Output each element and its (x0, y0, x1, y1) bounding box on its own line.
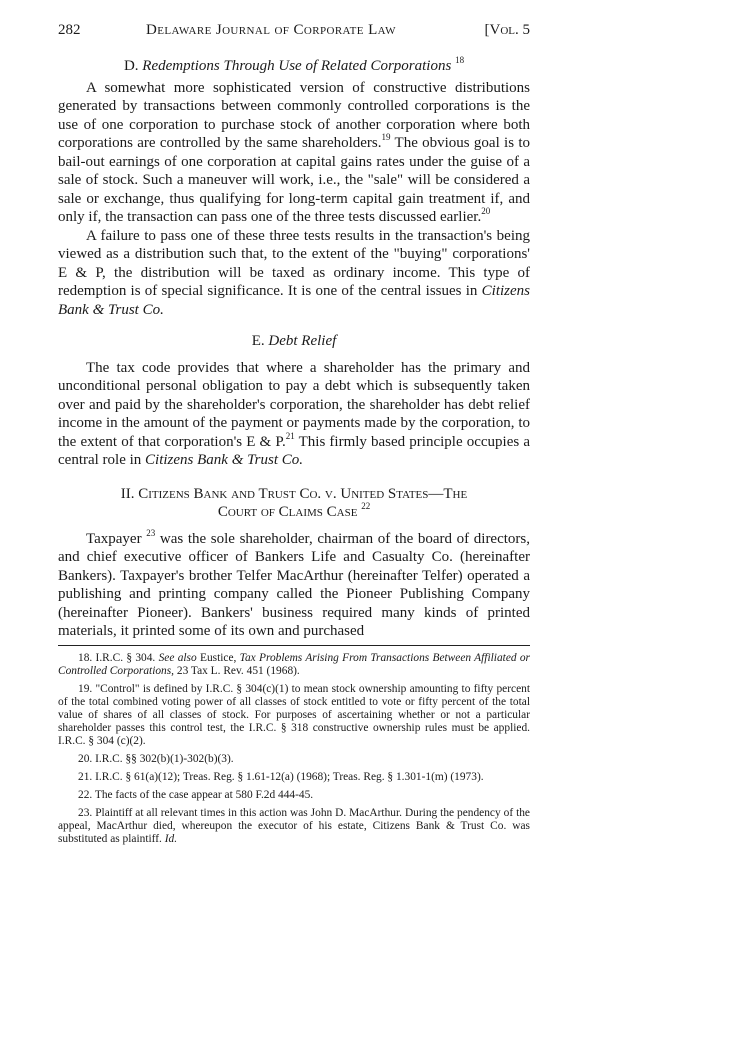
footnote-ref-18: 18 (455, 55, 465, 65)
footnote-ref-19: 19 (381, 132, 391, 142)
footnotes (58, 652, 530, 851)
section-e-paragraph-1-text-b: This firmly based principle occupies a central role in (58, 433, 530, 468)
section-e-paragraph-1-text-a: The tax code provides that where a shareholder has the primary and unconditional personal obligation to pay a debt which is subsequently taken over and paid by the shareholder's corporation, the shareholder has debt relief income in the amount of the payment or payments made by the corporation, to the extent of that corporation's E & P. (58, 359, 530, 450)
footnote-19: 19. "Control" is defined by I.R.C. § 304(c)(1) to mean stock ownership amounting to fifty percent of the total combined voting power of all classes of stock entitled to vote or fifty percent of the total value of shares of all classes of stock. For purposes of ascertaining whether or not a particular shareholder passes this control test, the I.R.C. § 318 constructive ownership rules must be applied. I.R.C. § 304 (c)(2). (58, 683, 530, 747)
running-head (58, 22, 530, 44)
section-d-heading-prefix: D. (123, 58, 143, 74)
footnote-ref-21: 21 (285, 430, 295, 441)
section-d-paragraph-1-text-b: The obvious goal is to bail-out earnings of one corporation at capital gains rates under the guise of a sale of stock. Such a maneuver will work, i.e., the "sale" will be considered a sale or exchange, thus qualifying for long-term capital gain treatment if, and only if, the transaction can pass one of the three tests discussed earlier. (58, 135, 530, 225)
section-d-paragraph-2 (58, 227, 530, 320)
section-d-paragraph-2-text: A failure to pass one of these three tests results in the transaction's being viewed as a distribution such that, to the extent of the "buying" corporations' E & P, the distribution will be taxed as ordinary income. This type of redemption is of special significance. It is one of the central issues in (58, 227, 530, 299)
volume-label: [Vol. 5 (484, 22, 530, 38)
body-text (58, 57, 530, 641)
section-ii-paragraph-1-text-b: was the sole shareholder, chairman of the board of directors, and chief executive officer of Bankers Life and Casualty Co. (hereinafter Bankers). Taxpayer's brother Telfer MacArthur (hereinafter Telfer) operated a publishing and printing company called the Pioneer Publishing Company (hereinafter Pioneer). Bankers' business required many kinds of printed materials, it printed some of its own and purchased (58, 530, 531, 639)
case-name: Citizens Bank & Trust Co. (58, 283, 530, 318)
footnote-18-text-e: 23 Tax L. Rev. 451 (1968). (174, 665, 300, 677)
footnote-23-text: 23. Plaintiff at all relevant times in this action was John D. MacArthur. During the pendency of the appeal, MacArthur died, whereupon the executor of his estate, Citizens Bank & Trust Co. was substituted as plaintiff. (58, 807, 530, 845)
footnote-ref-22: 22 (361, 501, 371, 511)
section-e-heading-title: Debt Relief (268, 333, 337, 349)
footnote-ref-20: 20 (481, 206, 491, 216)
footnote-18-signal: See also (158, 652, 197, 664)
section-e-heading (58, 332, 530, 351)
section-d-heading-title: Redemptions Through Use of Related Corporations (142, 58, 452, 74)
footnote-20: 20. I.R.C. §§ 302(b)(1)-302(b)(3). (78, 753, 234, 765)
footnote-18-text-c: Eustice, (196, 652, 240, 664)
footnote-21: 21. I.R.C. § 61(a)(12); Treas. Reg. § 1.61-12(a) (1968); Treas. Reg. § 1.301-1(m) (1973). (78, 771, 484, 783)
footnote-18 (58, 652, 530, 678)
footnote-22: 22. The facts of the case appear at 580 F.2d 444-45. (78, 789, 314, 801)
section-ii-paragraph-1-text-a: Taxpayer (86, 530, 142, 547)
section-ii-heading-line-2 (58, 503, 530, 522)
footnote-ref-23: 23 (146, 527, 156, 538)
footnote-23 (58, 807, 530, 846)
footnote-23-id: Id. (164, 833, 178, 845)
section-ii-heading (58, 485, 530, 522)
case-name: Citizens Bank & Trust Co. (145, 452, 303, 468)
section-ii-heading-line-1: II. Citizens Bank and Trust Co. v. United States—The (120, 485, 468, 502)
section-e-paragraph-1 (58, 359, 530, 470)
page-number: 282 (58, 22, 81, 38)
footnote-18-article-title: Tax Problems Arising From Transactions Between Affiliated or Controlled Corporations, (58, 652, 530, 677)
section-ii-heading-line-2-text: Court of Claims Case (217, 504, 358, 520)
footnote-18-text-a: 18. I.R.C. § 304. (78, 652, 159, 664)
section-d-paragraph-1 (58, 79, 530, 227)
section-ii-paragraph-1 (58, 527, 531, 641)
section-d-paragraph-1-text-a: A somewhat more sophisticated version of constructive distributions generated by transactions between commonly controlled corporations is the use of one corporation to purchase stock of another corporation where both corporations are controlled by the same shareholders. (58, 79, 530, 151)
section-e-heading-prefix: E. (251, 333, 269, 349)
section-d-heading (58, 57, 530, 76)
footnote-divider (58, 645, 530, 646)
journal-title: Delaware Journal of Corporate Law (146, 22, 396, 38)
